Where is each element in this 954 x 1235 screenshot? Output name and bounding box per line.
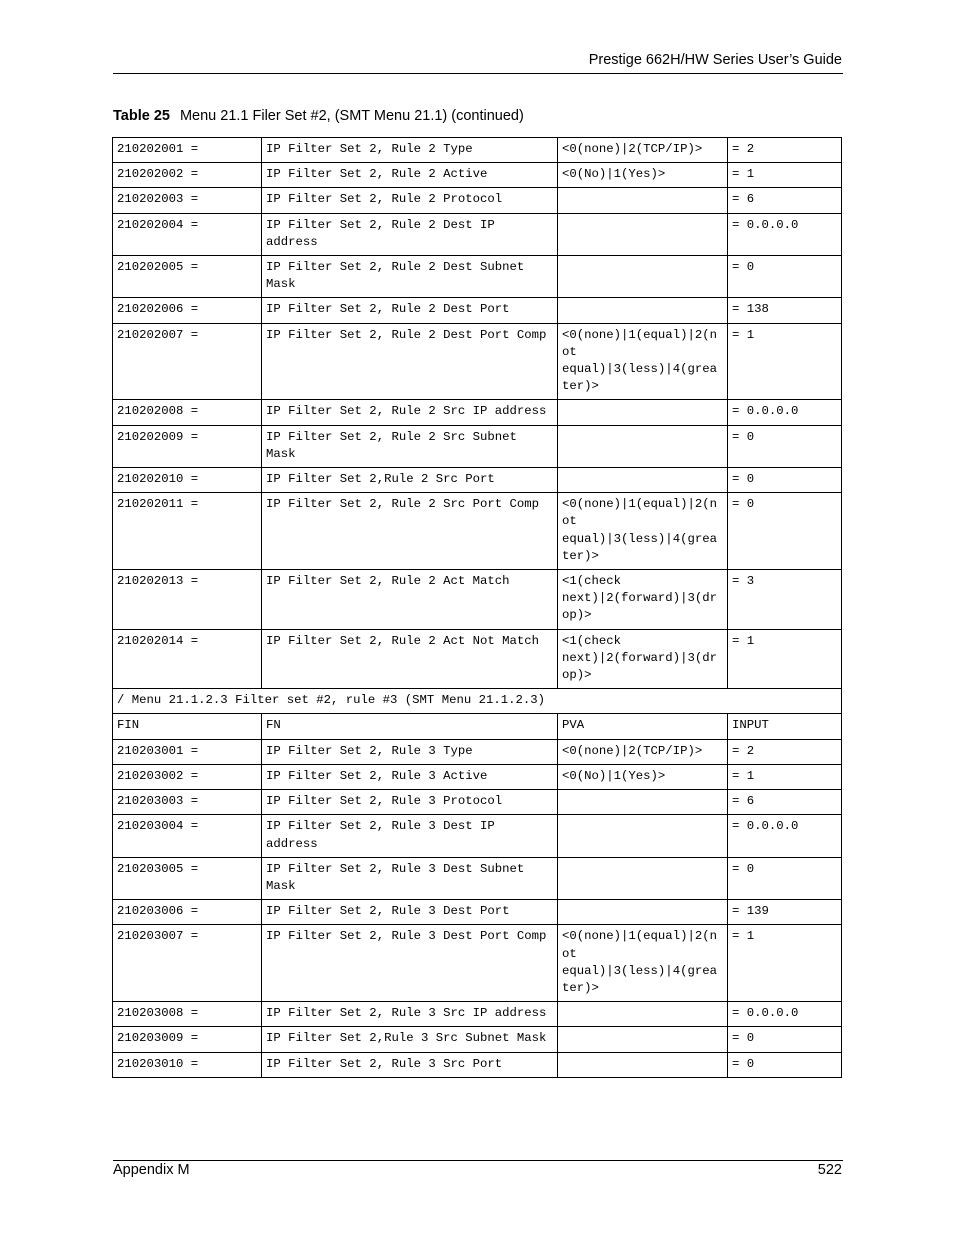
cell-fn: IP Filter Set 2, Rule 2 Type (262, 138, 558, 163)
cell-fn: IP Filter Set 2, Rule 3 Type (262, 739, 558, 764)
table-row (113, 764, 842, 789)
table-row (113, 815, 842, 857)
cell-input: = 0.0.0.0 (728, 1002, 842, 1027)
cell-fn: IP Filter Set 2, Rule 3 Dest Port (262, 900, 558, 925)
footer-divider (113, 1160, 843, 1161)
cell-input: = 0 (728, 256, 842, 298)
cell-fin: 210202014 = (113, 629, 262, 689)
cell-input: = 0 (728, 1027, 842, 1052)
cell-pva (558, 213, 728, 255)
cell-fin: 210203004 = (113, 815, 262, 857)
cell-fn: IP Filter Set 2, Rule 2 Dest Port Comp (262, 323, 558, 400)
cell-pva (558, 468, 728, 493)
cell-fin: 210203006 = (113, 900, 262, 925)
cell-pva: <1(check next)|2(forward)|3(drop)> (558, 570, 728, 630)
cell-input: = 0.0.0.0 (728, 400, 842, 425)
cell-fn: IP Filter Set 2, Rule 2 Dest IP address (262, 213, 558, 255)
cell-input: = 6 (728, 790, 842, 815)
cell-fn: IP Filter Set 2, Rule 2 Src Subnet Mask (262, 425, 558, 467)
cell-fin: 210202011 = (113, 493, 262, 570)
cell-fn: IP Filter Set 2, Rule 2 Active (262, 163, 558, 188)
cell-fn: IP Filter Set 2,Rule 3 Src Subnet Mask (262, 1027, 558, 1052)
cell-pva: <0(No)|1(Yes)> (558, 764, 728, 789)
cell-fn: IP Filter Set 2, Rule 3 Dest IP address (262, 815, 558, 857)
cell-input: = 1 (728, 764, 842, 789)
cell-fin: 210202003 = (113, 188, 262, 213)
cell-pva: <0(none)|1(equal)|2(not equal)|3(less)|4(greater)> (558, 493, 728, 570)
cell-fn: IP Filter Set 2, Rule 3 Active (262, 764, 558, 789)
cell-fn: IP Filter Set 2, Rule 2 Dest Port (262, 298, 558, 323)
table-row (113, 1052, 842, 1077)
table-row (113, 138, 842, 163)
table-row (113, 857, 842, 899)
cell-pva (558, 900, 728, 925)
cell-input: = 1 (728, 925, 842, 1002)
cell-input: = 1 (728, 163, 842, 188)
cell-fn: IP Filter Set 2, Rule 2 Dest Subnet Mask (262, 256, 558, 298)
cell-fin: 210203007 = (113, 925, 262, 1002)
cell-fin: 210203010 = (113, 1052, 262, 1077)
cell-fn: IP Filter Set 2, Rule 2 Act Match (262, 570, 558, 630)
cell-input: = 0 (728, 493, 842, 570)
table-row (113, 790, 842, 815)
table-row (113, 925, 842, 1002)
cell-input: = 2 (728, 739, 842, 764)
cell-pva (558, 1027, 728, 1052)
section-heading: / Menu 21.1.2.3 Filter set #2, rule #3 (SMT Menu 21.1.2.3) (113, 689, 842, 714)
table-row (113, 256, 842, 298)
cell-fin: 210203001 = (113, 739, 262, 764)
cell-pva (558, 298, 728, 323)
table-caption-text: Menu 21.1 Filer Set #2, (SMT Menu 21.1) (continued) (179, 108, 524, 124)
cell-pva (558, 425, 728, 467)
cell-fn: IP Filter Set 2, Rule 3 Src IP address (262, 1002, 558, 1027)
cell-fin: 210202001 = (113, 138, 262, 163)
cell-pva: <0(No)|1(Yes)> (558, 163, 728, 188)
table-row (113, 323, 842, 400)
column-header-fn: FN (262, 714, 558, 739)
cell-fin: 210202009 = (113, 425, 262, 467)
table-row (113, 400, 842, 425)
cell-fn: IP Filter Set 2, Rule 3 Protocol (262, 790, 558, 815)
table-row (113, 493, 842, 570)
cell-pva (558, 790, 728, 815)
cell-fin: 210202010 = (113, 468, 262, 493)
table-row (113, 1027, 842, 1052)
cell-fn: IP Filter Set 2, Rule 2 Src Port Comp (262, 493, 558, 570)
cell-fin: 210202008 = (113, 400, 262, 425)
smt-menu-table (112, 137, 842, 1078)
table-caption-label: Table 25 (113, 108, 170, 124)
column-header-input: INPUT (728, 714, 842, 739)
header-divider (113, 73, 843, 74)
cell-pva: <1(check next)|2(forward)|3(drop)> (558, 629, 728, 689)
table-row (113, 1002, 842, 1027)
table-row (113, 900, 842, 925)
cell-fn: IP Filter Set 2, Rule 3 Dest Port Comp (262, 925, 558, 1002)
cell-fn: IP Filter Set 2, Rule 2 Act Not Match (262, 629, 558, 689)
table-row (113, 425, 842, 467)
cell-pva (558, 256, 728, 298)
cell-fin: 210202002 = (113, 163, 262, 188)
table-row (113, 188, 842, 213)
cell-input: = 138 (728, 298, 842, 323)
cell-input: = 0.0.0.0 (728, 213, 842, 255)
table-row (113, 298, 842, 323)
cell-pva (558, 1002, 728, 1027)
cell-fin: 210202004 = (113, 213, 262, 255)
table-row (113, 570, 842, 630)
footer-page-number: 522 (817, 1162, 842, 1178)
column-header-fin: FIN (113, 714, 262, 739)
footer-appendix: Appendix M (113, 1162, 190, 1178)
cell-input: = 0 (728, 1052, 842, 1077)
cell-fin: 210203008 = (113, 1002, 262, 1027)
cell-fin: 210203005 = (113, 857, 262, 899)
cell-fn: IP Filter Set 2, Rule 2 Protocol (262, 188, 558, 213)
page-header-title: Prestige 662H/HW Series User’s Guide (588, 52, 842, 68)
cell-fn: IP Filter Set 2, Rule 2 Src IP address (262, 400, 558, 425)
table-row (113, 739, 842, 764)
cell-input: = 3 (728, 570, 842, 630)
table-body (113, 138, 842, 1078)
cell-fin: 210202013 = (113, 570, 262, 630)
table-caption (113, 108, 524, 124)
cell-pva (558, 1052, 728, 1077)
cell-pva (558, 815, 728, 857)
cell-pva: <0(none)|1(equal)|2(not equal)|3(less)|4(greater)> (558, 925, 728, 1002)
table-row (113, 629, 842, 689)
cell-input: = 139 (728, 900, 842, 925)
cell-input: = 0 (728, 857, 842, 899)
cell-fin: 210203002 = (113, 764, 262, 789)
column-header-row (113, 714, 842, 739)
cell-fn: IP Filter Set 2, Rule 3 Dest Subnet Mask (262, 857, 558, 899)
column-header-pva: PVA (558, 714, 728, 739)
cell-fin: 210202007 = (113, 323, 262, 400)
cell-input: = 1 (728, 629, 842, 689)
cell-input: = 2 (728, 138, 842, 163)
cell-fin: 210202005 = (113, 256, 262, 298)
cell-input: = 1 (728, 323, 842, 400)
cell-input: = 6 (728, 188, 842, 213)
section-row (113, 689, 842, 714)
cell-pva: <0(none)|2(TCP/IP)> (558, 739, 728, 764)
cell-input: = 0.0.0.0 (728, 815, 842, 857)
cell-fin: 210203009 = (113, 1027, 262, 1052)
cell-pva (558, 188, 728, 213)
cell-pva (558, 400, 728, 425)
table-row (113, 213, 842, 255)
cell-fn: IP Filter Set 2, Rule 3 Src Port (262, 1052, 558, 1077)
cell-pva: <0(none)|1(equal)|2(not equal)|3(less)|4(greater)> (558, 323, 728, 400)
cell-input: = 0 (728, 425, 842, 467)
cell-fin: 210203003 = (113, 790, 262, 815)
table-row (113, 163, 842, 188)
cell-fin: 210202006 = (113, 298, 262, 323)
cell-pva: <0(none)|2(TCP/IP)> (558, 138, 728, 163)
cell-fn: IP Filter Set 2,Rule 2 Src Port (262, 468, 558, 493)
cell-pva (558, 857, 728, 899)
table-row (113, 468, 842, 493)
cell-input: = 0 (728, 468, 842, 493)
